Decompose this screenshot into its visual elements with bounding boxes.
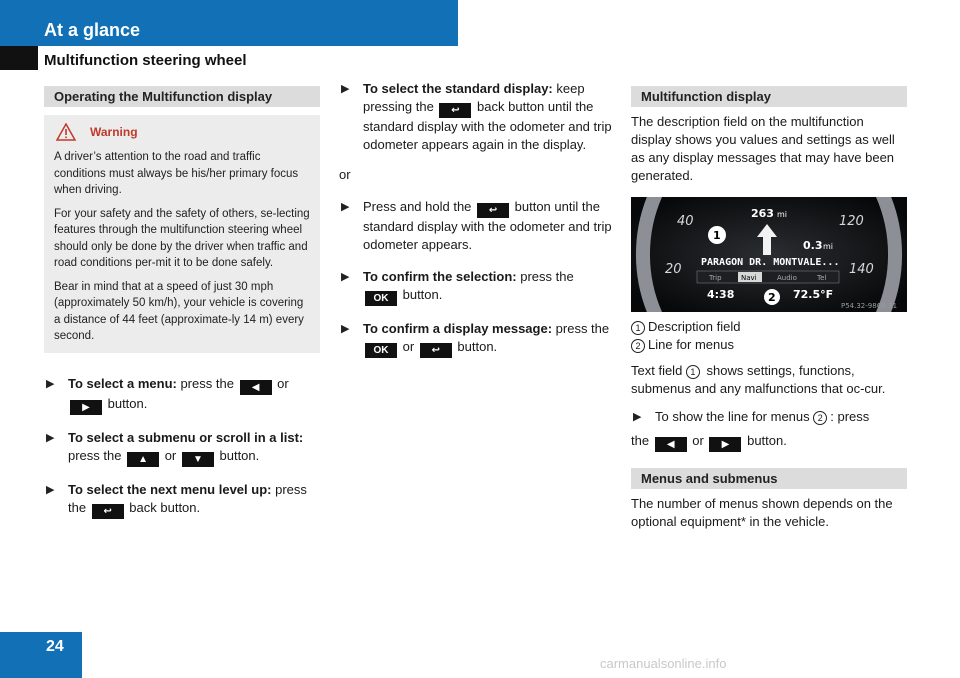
header-tab-marker: [0, 46, 38, 70]
bullet-arrow-icon: ▶: [46, 483, 55, 496]
or-text: or: [339, 167, 351, 182]
instruction-menu-up: ▶ To select the next menu level up: press the ↩ back button.: [46, 481, 307, 517]
bullet-arrow-icon: ▶: [46, 377, 55, 390]
right-column: [631, 86, 907, 531]
menus-description: The number of menus shown depends on the optional equipment* in the vehicle.: [631, 496, 893, 529]
bullet-arrow-icon: ▶: [341, 201, 350, 213]
bullet-arrow-icon: ▶: [341, 323, 350, 335]
callout-1-icon: 1: [631, 321, 645, 335]
chapter-title: At a glance: [44, 20, 141, 40]
temperature-value: 72.5°F: [793, 288, 834, 301]
multifunction-display-photo: [631, 197, 907, 312]
warning-triangle-icon: [56, 123, 76, 141]
distance-unit: mi: [777, 210, 788, 219]
menu-item-selected: Navi: [741, 274, 757, 282]
next-turn-unit: mi: [823, 242, 834, 251]
instruction-standard-display: ▶ To select the standard display: keep pressing the ↩ back button until the standard display with the odometer and trip odometer appears again in the display.: [341, 81, 612, 152]
marker-2: 2: [768, 291, 776, 304]
legend-item: 2 Line for menus: [631, 336, 907, 354]
warning-label: Warning: [90, 124, 138, 139]
menu-item: Tel: [817, 274, 827, 282]
back-key-icon: ↩: [477, 203, 509, 218]
marker-1: 1: [713, 229, 721, 242]
back-key-icon: ↩: [92, 504, 124, 519]
section-heading-display: Multifunction display: [631, 86, 907, 107]
watermark: carmanualsonline.info: [600, 656, 727, 671]
up-key-icon: ▲: [127, 452, 159, 467]
left-key-icon: ◀: [655, 437, 687, 452]
bullet-arrow-icon: ▶: [633, 411, 642, 423]
middle-column: [339, 80, 613, 358]
clock-value: 4:38: [707, 288, 735, 301]
ok-key-icon: OK: [365, 343, 397, 358]
instruction-menu-line: ▶ To show the line for menus 2 : press: [633, 409, 870, 424]
speed-tick-label: 40: [677, 214, 694, 229]
instruction-select-menu: ▶ To select a menu: press the ◀ or ▶ button.: [46, 375, 289, 413]
bullet-arrow-icon: ▶: [341, 271, 350, 283]
left-key-icon: ◀: [240, 380, 272, 395]
back-key-icon: ↩: [439, 103, 471, 118]
section-heading-operating: Operating the Multifunction display: [44, 86, 320, 107]
down-key-icon: ▼: [182, 452, 214, 467]
ok-key-icon: OK: [365, 291, 397, 306]
distance-value: 263: [751, 207, 774, 220]
display-intro: The description field on the multifunction display shows you values and settings as well as any display messages that may have been generated.: [631, 114, 895, 183]
callout-2-icon: 2: [813, 411, 827, 425]
menu-item: Trip: [709, 274, 722, 282]
warning-paragraph: For your safety and the safety of others, se-lecting features through the multifunction steering wheel should only be done by the driver when traffic and road conditions per-mit it to be done safely.: [54, 207, 310, 269]
page-title: Multifunction steering wheel: [44, 52, 247, 69]
image-code: P54.32-9869-31: [841, 302, 898, 310]
left-column: [44, 86, 320, 519]
speed-tick-label: 140: [849, 262, 874, 277]
speed-tick-label: 120: [839, 214, 864, 229]
warning-box: [44, 115, 320, 353]
callout-2-icon: 2: [631, 339, 645, 353]
instruction-select-submenu: ▶ To select a submenu or scroll in a list: press the ▲ or ▼ button.: [46, 429, 304, 465]
instruction-confirm-message: ▶ To confirm a display message: press the OK or ↩ button.: [341, 321, 610, 356]
text-field-description: Text field 1 shows settings, functions, submenus and any malfunctions that oc-cur.: [631, 363, 886, 396]
menu-item: Audio: [777, 274, 797, 282]
warning-paragraph: A driver’s attention to the road and traffic conditions must always be his/her primary focus when driving.: [54, 151, 299, 196]
bullet-arrow-icon: ▶: [341, 83, 350, 95]
display-illustration: [631, 197, 907, 312]
right-key-icon: ▶: [70, 400, 102, 415]
instruction-menu-line-cont: the ◀ or ▶ button.: [631, 433, 787, 450]
section-heading-menus: Menus and submenus: [631, 468, 907, 489]
page-number: 24: [46, 638, 64, 655]
street-name: PARAGON DR. MONTVALE...: [701, 257, 840, 268]
speed-tick-label: 20: [665, 262, 682, 277]
next-turn-distance: 0.3: [803, 239, 823, 252]
right-key-icon: ▶: [709, 437, 741, 452]
instruction-confirm-selection: ▶ To confirm the selection: press the OK button.: [341, 269, 574, 304]
back-key-icon: ↩: [420, 343, 452, 358]
bullet-arrow-icon: ▶: [46, 431, 55, 444]
page-number-box: [0, 632, 82, 678]
instruction-press-hold: ▶ Press and hold the ↩ button until the standard display with the odometer and trip odometer appears.: [341, 199, 612, 252]
warning-paragraph: Bear in mind that at a speed of just 30 mph (approximately 50 km/h), your vehicle is covering a distance of 44 feet (approximate-ly 14 m) every second.: [54, 280, 304, 342]
legend-item: 1 Description field: [631, 318, 907, 336]
callout-1-icon: 1: [686, 365, 700, 379]
